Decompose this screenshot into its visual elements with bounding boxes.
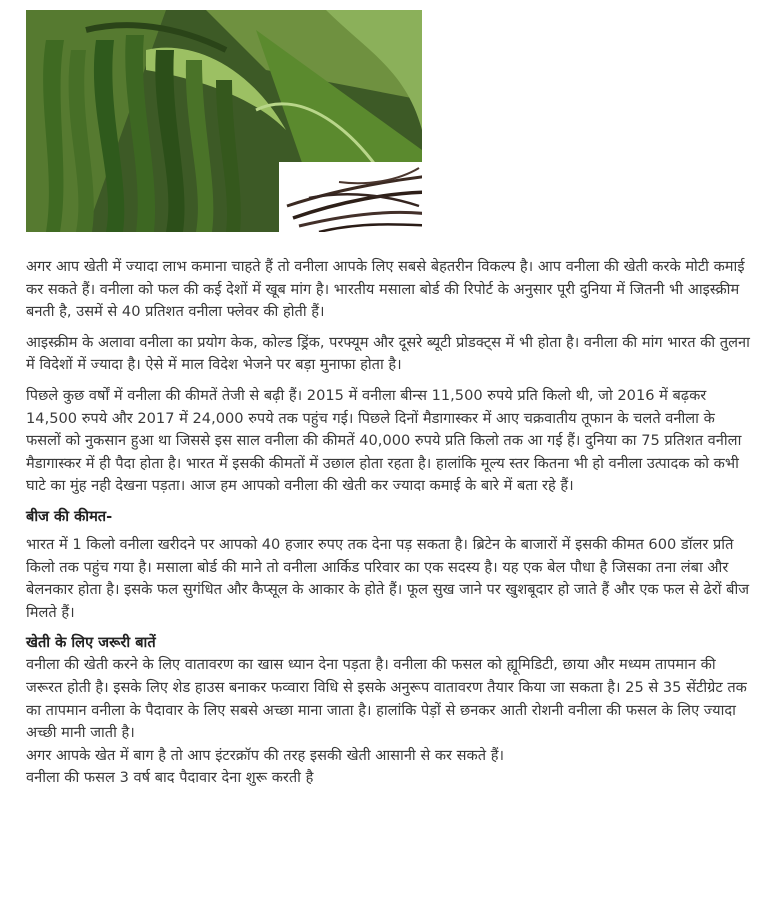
article-body: [26, 256, 752, 790]
heading-seed-price: बीज की कीमत-: [26, 507, 113, 525]
paragraph-yield: वनीला की फसल 3 वर्ष बाद पैदावार देना शुरू करती है: [26, 769, 314, 787]
paragraph-seed-price: भारत में 1 किलो वनीला खरीदने पर आपको 40 हजार रुपए तक देना पड़ सकता है। ब्रिटेन के बाजारों में इसकी कीमत 600 डॉलर प्रति किलो तक पहुंच गया है। मसाला बोर्ड की माने तो वनीला आर्किड परिवार का एक सदस्य है। यह एक बेल पौधा है जिसका तना लंबा और बेलनकार होता है। इसके फल सुगंधित और कैप्सूल के आकार के होते हैं। फूल सुख जाने पर खुशबूदार हो जाते हैं और एक फल से ढेरों बीज मिलते हैं।: [26, 535, 750, 621]
paragraph-prices: पिछले कुछ वर्षों में वनीला की कीमतें तेजी से बढ़ी हैं। 2015 में वनीला बीन्स 11,500 रुपये प्रति किलो थी, जो 2016 में बढ़कर 14,500 रुपये और 2017 में 24,000 रुपये तक पहुंच गई। पिछले दिनों मैडागास्कर में आए चक्रवातीय तूफान के चलते वनीला के फसलों को नुकसान हुआ था जिससे इस साल वनीला की कीमतें 40,000 रुपये प्रति किलो तक आ गई हैं। दुनिया का 75 प्रतिशत वनीला मैडागास्कर में ही पैदा होता है। भारत में इसकी कीमतों में उछाल होता रहता है। हालांकि मूल्य स्तर कितना भी हो वनीला उत्पादक को कभी घाटे का मुंह नही देखना पड़ता। आज हम आपको वनीला की खेती कर ज्यादा कमाई के बारे में बता रहे हैं।: [26, 386, 742, 495]
heading-farming-essentials: खेती के लिए जरूरी बातें: [26, 634, 156, 652]
paragraph-climate: वनीला की खेती करने के लिए वातावरण का खास ध्यान देना पड़ता है। वनीला की फसल को ह्यूमिडिटी, छाया और मध्यम तापमान की जरूरत होती है। इसके लिए शेड हाउस बनाकर फव्वारा विधि से इसके अनुरूप वातावरण तैयार किया जा सकता है। 25 से 35 सेंटीग्रेट तक का तापमान वनीला के पैदावार के लिए सबसे अच्छा माना जाता है। हालांकि पेड़ों से छनकर आती रोशनी वनीला की फसल के लिए ज्यादा अच्छी मानी जाती है।: [26, 656, 747, 742]
dried-beans-illustration: [279, 162, 422, 232]
paragraph-uses: आइस्क्रीम के अलावा वनीला का प्रयोग केक, कोल्ड ड्रिंक, परफ्यूम और दूसरे ब्यूटी प्रोडक्ट्स में भी होता है। वनीला की मांग भारत की तुलना में विदेशों में ज्यादा है। ऐसे में माल विदेश भेजने पर बड़ा मुनाफा होता है।: [26, 333, 750, 374]
dried-vanilla-beans-image: [279, 162, 422, 232]
vanilla-plant-image: [26, 10, 422, 232]
paragraph-intro: अगर आप खेती में ज्यादा लाभ कमाना चाहते हैं तो वनीला आपके लिए सबसे बेहतरीन विकल्प है। आप वनीला की खेती करके मोटी कमाई कर सकते हैं। वनीला को फल की कई देशों में खूब मांग है। भारतीय मसाला बोर्ड की रिपोर्ट के अनुसार पूरी दुनिया में जितनी भी आइस्क्रीम बनती है, उसमें से 40 प्रतिशत वनीला फ्लेवर की होती हैं।: [26, 258, 745, 321]
paragraph-intercrop: अगर आपके खेत में बाग है तो आप इंटरक्रॉप की तरह इसकी खेती आसानी से कर सकते हैं।: [26, 746, 504, 764]
